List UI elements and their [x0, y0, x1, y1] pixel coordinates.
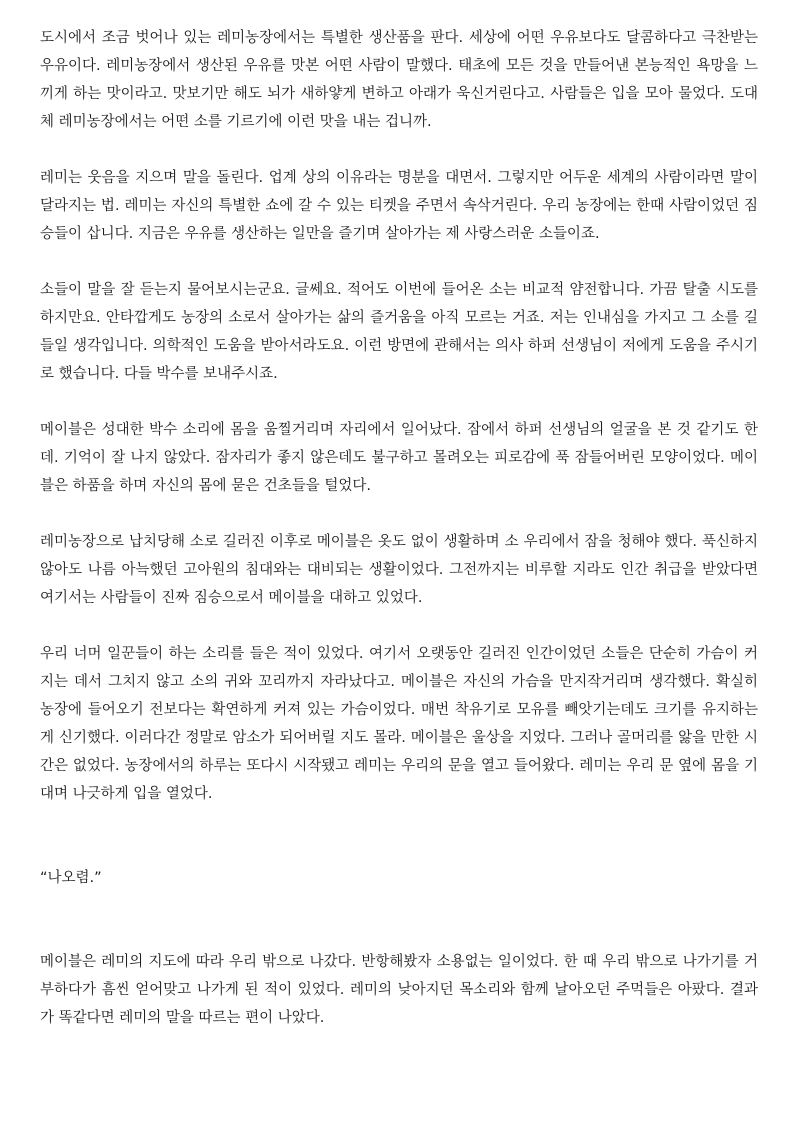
paragraph-5: 레미농장으로 납치당해 소로 길러진 이후로 메이블은 옷도 없이 생활하며 소 우리에서 잠을 청해야 했다. 푹신하지 않아도 나름 아늑했던 고아원의 침대와는 대비되는 생활이었다. 그전까지는 비루할 지라도 인간 취급을 받았다면 여기서는 사람들이 진짜 짐승으로서 메이블을 대하고 있었다. — [40, 534, 758, 606]
paragraph-6: 우리 너머 일꾼들이 하는 소리를 들은 적이 있었다. 여기서 오랫동안 길러진 인간이었던 소들은 단순히 가슴이 커지는 데서 그치지 않고 소의 귀와 꼬리까지 자라났다고. 메이블은 자신의 가슴을 만지작거리며 생각했다. 확실히 농장에 들어오기 전보다는 확연하게 커져 있는 가슴이었다. 매번 착유기로 모유를 빼앗기는데도 크기를 유지하는 게 신기했다. 이러다간 정말로 암소가 되어버릴 지도 몰라. 메이블은 울상을 지었다. 그러나 골머리를 앓을 만한 시간은 없었다. 농장에서의 하루는 또다시 시작됐고 레미는 우리의 문을 열고 들어왔다. 레미는 우리 문 옆에 몸을 기대며 나긋하게 입을 열었다. — [40, 646, 758, 802]
document-page — [40, 24, 758, 1060]
paragraph-1: 도시에서 조금 벗어나 있는 레미농장에서는 특별한 생산품을 판다. 세상에 어떤 우유보다도 달콤하다고 극찬받는 우유이다. 레미농장에서 생산된 우유를 맛본 어떤 사람이 말했다. 태초에 모든 것을 만들어낸 본능적인 욕망을 느끼게 하는 맛이라고. 맛보기만 해도 뇌가 새하얗게 변하고 아래가 욱신거린다고. 사람들은 입을 모아 물었다. 도대체 레미농장에서는 어떤 소를 기르기에 이런 맛을 내는 겁니까. — [40, 30, 758, 130]
paragraph-3: 소들이 말을 잘 듣는지 물어보시는군요. 글쎄요. 적어도 이번에 들어온 소는 비교적 얌전합니다. 가끔 탈출 시도를 하지만요. 안타깝게도 농장의 소로서 살아가는 삶의 즐거움을 아직 모르는 거죠. 저는 인내심을 가지고 그 소를 길들일 생각입니다. 의학적인 도움을 받아서라도요. 이런 방면에 관해서는 의사 하퍼 선생님이 저에게 도움을 주시기로 했습니다. 다들 박수를 보내주시죠. — [40, 282, 758, 382]
paragraph-2: 레미는 웃음을 지으며 말을 돌린다. 업계 상의 이유라는 명분을 대면서. 그렇지만 어두운 세계의 사람이라면 말이 달라지는 법. 레미는 자신의 특별한 쇼에 갈 수 있는 티켓을 주면서 속삭거린다. 우리 농장에는 한때 사람이었던 짐승들이 삽니다. 지금은 우유를 생산하는 일만을 즐기며 살아가는 제 사랑스러운 소들이죠. — [40, 170, 758, 242]
paragraph-4: 메이블은 성대한 박수 소리에 몸을 움찔거리며 자리에서 일어났다. 잠에서 하퍼 선생님의 얼굴을 본 것 같기도 한데. 기억이 잘 나지 않았다. 잠자리가 좋지 않은데도 불구하고 몰려오는 피로감에 푹 잠들어버린 모양이었다. 메이블은 하품을 하며 자신의 몸에 묻은 건초들을 털었다. — [40, 422, 758, 494]
dialogue-line: “나오렴.” — [40, 870, 102, 886]
paragraph-8: 메이블은 레미의 지도에 따라 우리 밖으로 나갔다. 반항해봤자 소용없는 일이었다. 한 때 우리 밖으로 나가기를 거부하다가 흠씬 얻어맞고 나가게 된 적이 있었다. 레미의 낮아지던 목소리와 함께 날아오던 주먹들은 아팠다. 결과가 똑같다면 레미의 말을 따르는 편이 나았다. — [40, 954, 758, 1026]
